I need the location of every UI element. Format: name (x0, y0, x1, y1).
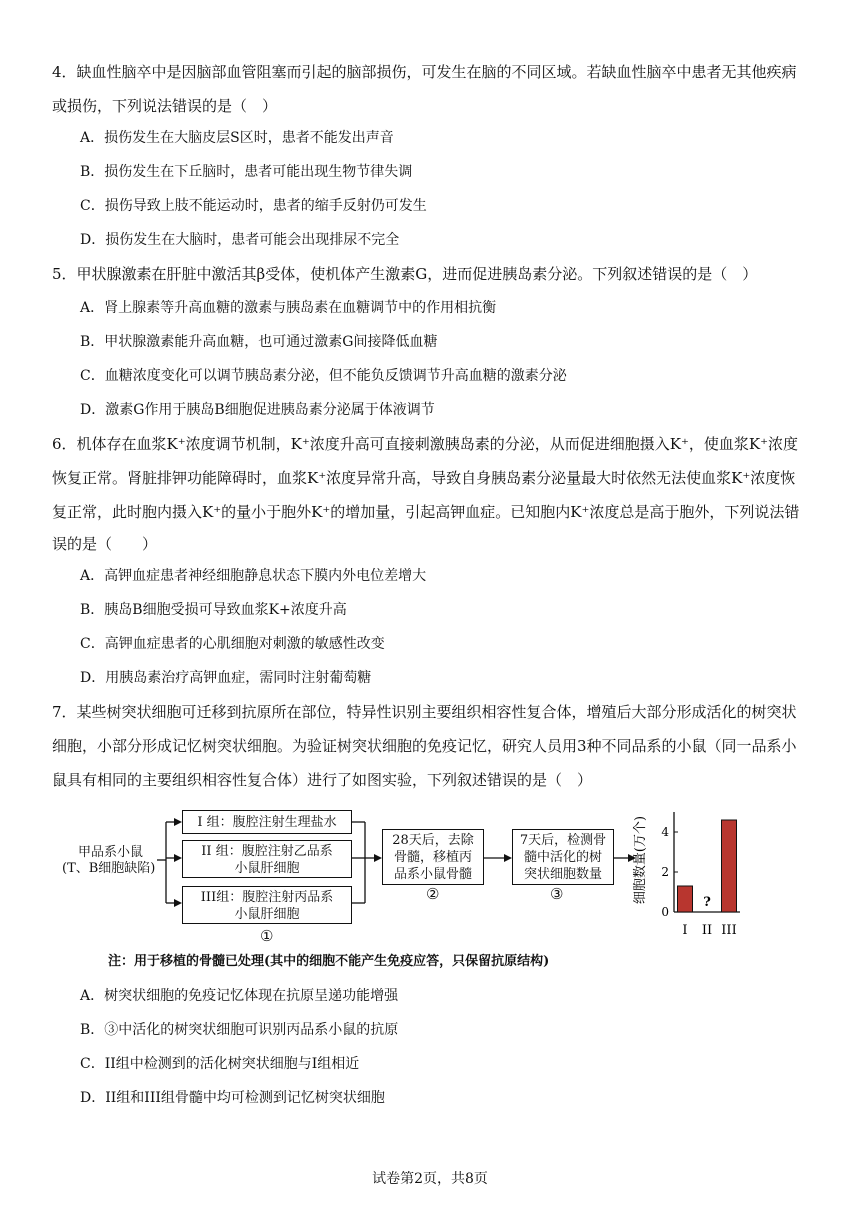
x-category-label: I (682, 923, 688, 938)
mouse-label-line-2: (T、B细胞缺陷) (62, 861, 156, 876)
group2-box (182, 840, 352, 878)
q7-option-d: D．II组和III组骨髓中均可检测到记忆树突状细胞 (80, 1090, 385, 1106)
q4-option-d: D．损伤发生在大脑时，患者可能会出现排尿不完全 (80, 232, 400, 248)
marker-3: ③ (550, 885, 564, 903)
arrow-head-step3 (504, 854, 512, 862)
q5-option-d: D．激素G作用于胰岛B细胞促进胰岛素分泌属于体液调节 (80, 402, 435, 418)
group1-box (182, 810, 352, 834)
y-axis-label: 细胞数量(万个) (633, 815, 648, 905)
q7-stem-line-2: 细胞，小部分形成记忆树突状细胞。为验证树突状细胞的免疫记忆，研究人员用3种不同品系的小鼠（同一品系小 (52, 737, 797, 755)
q5-option-b: B．甲状腺激素能升高血糖，也可通过激素G间接降低血糖 (80, 334, 438, 350)
step3-line-3: 突状细胞数量 (523, 867, 602, 882)
bar-I (678, 886, 693, 912)
x-category-label: II (701, 923, 713, 938)
bar-III (722, 820, 737, 912)
group3-box (182, 886, 352, 924)
q7-stem-line-3: 鼠具有相同的主要组织相容性复合体）进行了如图实验，下列叙述错误的是（ ） (52, 771, 593, 789)
q6-option-d: D．用胰岛素治疗高钾血症，需同时注射葡萄糖 (80, 670, 372, 686)
q6-stem-line-2: 恢复正常。肾脏排钾功能障碍时，血浆K⁺浓度异常升高，导致自身胰岛素分泌量最大时依然无法使血浆K⁺浓度恢 (52, 469, 796, 487)
group3-label-line-1: III组：腹腔注射丙品系 (200, 890, 334, 905)
step3-box (512, 829, 614, 885)
q4-option-a: A．损伤发生在大脑皮层S区时，患者不能发出声音 (80, 130, 394, 146)
group3-label-line-2: 小鼠肝细胞 (234, 907, 300, 922)
q4-stem-line-1: 4．缺血性脑卒中是因脑部血管阻塞而引起的脑部损伤，可发生在脑的不同区域。若缺血性脑卒中患者无其他疾病 (52, 63, 797, 81)
step2-box (382, 829, 484, 885)
q7-option-a: A．树突状细胞的免疫记忆体现在抗原呈递功能增强 (80, 988, 399, 1004)
q5-option-c: C．血糖浓度变化可以调节胰岛素分泌，但不能负反馈调节升高血糖的激素分泌 (80, 368, 567, 384)
y-tick-label: 4 (661, 825, 669, 839)
arrow-head-group2 (174, 854, 182, 862)
q7-option-b: B．③中活化的树突状细胞可识别丙品系小鼠的抗原 (80, 1022, 399, 1038)
q6-stem-line-4: 误的是（ ） (52, 535, 158, 553)
step2-line-2: 骨髓，移植丙 (393, 850, 472, 865)
y-tick-label: 2 (661, 865, 669, 879)
step3-line-2: 髓中活化的树 (523, 850, 602, 865)
q7-stem-line-1: 7．某些树突状细胞可迁移到抗原所在部位，特异性识别主要组织相容性复合体，增殖后大部分形成活化的树突状 (52, 703, 797, 721)
q5-stem-line-1: 5．甲状腺激素在肝脏中激活其β受体，使机体产生激素G，进而促进胰岛素分泌。下列叙述错误的是（ ） (52, 265, 758, 283)
cell-count-bar-chart (630, 800, 750, 946)
q4-stem-line-2: 或损伤，下列说法错误的是（ ） (52, 97, 278, 115)
marker-1: ① (260, 927, 274, 945)
diagram-note: 注：用于移植的骨髓已处理(其中的细胞不能产生免疫应答，只保留抗原结构) (108, 954, 550, 969)
mouse-label-line-1: 甲品系小鼠 (78, 845, 144, 860)
x-category-label: III (721, 923, 737, 938)
q5-option-a: A．肾上腺素等升高血糖的激素与胰岛素在血糖调节中的作用相抗衡 (80, 300, 497, 316)
bar-II-unknown: ? (703, 895, 711, 910)
q6-option-b: B．胰岛B细胞受损可导致血浆K+浓度升高 (80, 602, 347, 618)
step3-line-1: 7天后，检测骨 (519, 833, 607, 848)
q7-option-c: C．II组中检测到的活化树突状细胞与I组相近 (80, 1056, 360, 1072)
group2-label-line-2: 小鼠肝细胞 (234, 861, 300, 876)
group1-label: I 组：腹腔注射生理盐水 (197, 815, 337, 830)
step2-line-1: 28天后，去除 (392, 833, 474, 848)
arrow-head-group1 (174, 818, 182, 826)
page-footer: 试卷第2页，共8页 (372, 1171, 488, 1187)
q6-option-a: A．高钾血症患者神经细胞静息状态下膜内外电位差增大 (80, 568, 427, 584)
q4-option-b: B．损伤发生在下丘脑时，患者可能出现生物节律失调 (80, 164, 413, 180)
arrow-head-step2 (374, 854, 382, 862)
q6-stem-line-3: 复正常，此时胞内摄入K⁺的量小于胞外K⁺的增加量，引起高钾血症。已知胞内K⁺浓度总是高于胞外，下列说法错 (52, 503, 800, 521)
marker-2: ② (426, 885, 440, 903)
step2-line-3: 品系小鼠骨髓 (393, 867, 472, 882)
q6-option-c: C．高钾血症患者的心肌细胞对刺激的敏感性改变 (80, 636, 385, 652)
arrow-head-group3 (174, 899, 182, 907)
y-tick-label: 0 (661, 905, 669, 919)
q4-option-c: C．损伤导致上肢不能运动时，患者的缩手反射仍可发生 (80, 198, 427, 214)
group2-label-line-1: II 组：腹腔注射乙品系 (201, 844, 333, 859)
q6-stem-line-1: 6．机体存在血浆K⁺浓度调节机制，K⁺浓度升高可直接刺激胰岛素的分泌，从而促进细胞摄入K⁺，使血浆K⁺浓度 (52, 435, 799, 453)
